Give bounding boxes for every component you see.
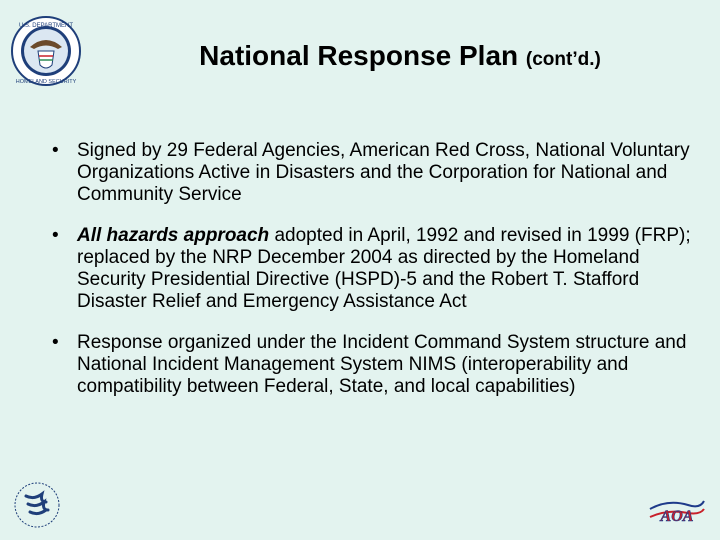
bullet-glyph: •	[52, 140, 59, 161]
svg-text:HOMELAND SECURITY: HOMELAND SECURITY	[15, 79, 77, 85]
bullet-item	[50, 332, 700, 398]
bullet-item	[50, 225, 700, 313]
bullet-item	[50, 140, 700, 206]
bullet-list	[50, 140, 700, 417]
bullet-text: Response organized under the Incident Command System structure and National Incident Management System NIMS (interoperability and compatibility between Federal, State, and local capabilities)	[77, 332, 687, 397]
slide-title	[100, 40, 700, 72]
bullet-glyph: •	[52, 332, 59, 353]
title-main: National Response Plan	[199, 40, 519, 71]
bullet-lead-emphasis: All hazards approach	[77, 225, 270, 246]
dhs-seal-logo	[10, 15, 82, 87]
bullet-text: Signed by 29 Federal Agencies, American Red Cross, National Voluntary Organizations Active in Disasters and the Corporation for National and Community Service	[77, 140, 690, 205]
svg-text:U.S. DEPARTMENT: U.S. DEPARTMENT	[18, 23, 74, 29]
title-suffix: (cont’d.)	[525, 49, 601, 70]
aoa-logo	[648, 497, 706, 525]
bullet-text: adopted in April, 1992 and revised in 1999 (FRP); replaced by the NRP December 2004 as directed by the Homeland Security Presidential Directive (HSPD)-5 and the Robert T. Stafford Disaster Relief and Emergency Assistance Act	[77, 225, 691, 312]
bullet-glyph: •	[52, 225, 59, 246]
aoa-logo-text: AOA	[660, 508, 694, 525]
hhs-eagle-logo	[12, 480, 62, 530]
